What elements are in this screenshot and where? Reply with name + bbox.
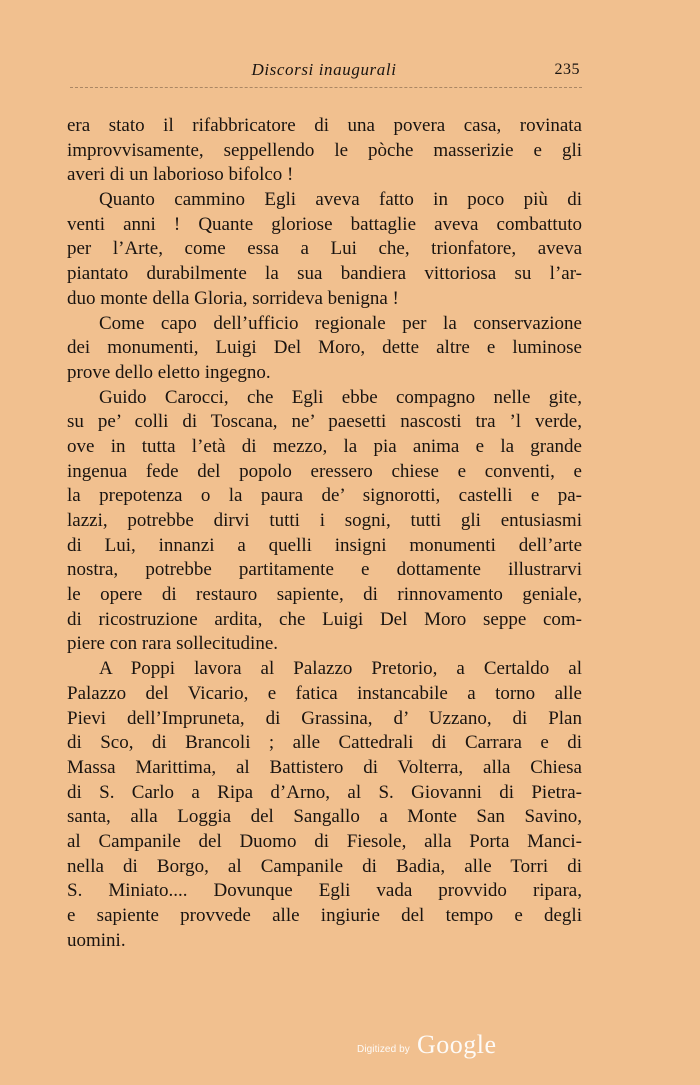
text-line: di ricostruzione ardita, che Luigi Del Moro seppe com- bbox=[67, 608, 582, 630]
running-head bbox=[66, 60, 582, 82]
text-line: Palazzo del Vicario, e fatica instancabile a torno alle bbox=[67, 682, 582, 704]
text-line: per l’Arte, come essa a Lui che, trionfatore, aveva bbox=[67, 238, 582, 260]
text-line: averi di un laborioso bifolco ! bbox=[67, 164, 294, 186]
text-line: nella di Borgo, al Campanile di Badia, alle Torri di bbox=[67, 855, 582, 877]
text-line: la prepotenza o la paura de’ signorotti, castelli e pa- bbox=[67, 485, 582, 507]
digitized-by-label: Digitized by bbox=[357, 1044, 410, 1055]
paragraph-first-line: Guido Carocci, che Egli ebbe compagno nelle gite, bbox=[99, 386, 582, 408]
text-line: improvvisamente, seppellendo le pòche masserizie e gli bbox=[67, 139, 582, 161]
google-logo: Google bbox=[417, 1030, 497, 1059]
text-line: S. Miniato.... Dovunque Egli vada provvido ripara, bbox=[67, 880, 582, 902]
text-line: al Campanile del Duomo di Fiesole, alla Porta Manci- bbox=[67, 830, 582, 852]
digitized-by-google-watermark bbox=[357, 1030, 517, 1063]
text-line: piere con rara sollecitudine. bbox=[67, 633, 279, 655]
text-line: di Lui, innanzi a quelli insigni monumenti dell’arte bbox=[67, 534, 582, 556]
text-line: e sapiente provvede alle ingiurie del tempo e degli bbox=[67, 905, 582, 926]
text-line: nostra, potrebbe partitamente e dottamente illustrarvi bbox=[67, 559, 582, 581]
page-number: 235 bbox=[554, 61, 580, 78]
text-line: ove in tutta l’età di mezzo, la pia anima e la grande bbox=[67, 435, 582, 457]
text-line: di S. Carlo a Ripa d’Arno, al S. Giovanni di Pietra- bbox=[67, 781, 582, 803]
text-line: Pievi dell’Impruneta, di Grassina, d’ Uzzano, di Plan bbox=[67, 707, 582, 729]
text-line: era stato il rifabbricatore di una povera casa, rovinata bbox=[67, 115, 582, 136]
text-line: uomini. bbox=[67, 929, 126, 951]
text-line: di Sco, di Brancoli ; alle Cattedrali di Carrara e di bbox=[67, 732, 582, 754]
text-line: piantato durabilmente la sua bandiera vittoriosa su l’ar- bbox=[67, 263, 582, 285]
text-line: venti anni ! Quante gloriose battaglie aveva combattuto bbox=[67, 213, 582, 235]
text-line: prove dello eletto ingegno. bbox=[67, 361, 271, 383]
text-line: lazzi, potrebbe dirvi tutti i sogni, tutti gli entusiasmi bbox=[67, 510, 582, 531]
text-line: le opere di restauro sapiente, di rinnovamento geniale, bbox=[67, 584, 582, 606]
paragraph-first-line: A Poppi lavora al Palazzo Pretorio, a Certaldo al bbox=[99, 658, 582, 680]
text-line: Massa Marittima, al Battistero di Volterra, alla Chiesa bbox=[67, 756, 582, 778]
text-line: su pe’ colli di Toscana, ne’ paesetti nascosti tra ’l verde, bbox=[67, 411, 582, 433]
text-line: dei monumenti, Luigi Del Moro, dette altre e luminose bbox=[67, 337, 582, 359]
text-line: ingenua fede del popolo eressero chiese e conventi, e bbox=[67, 460, 582, 482]
body-text bbox=[67, 114, 582, 953]
paragraph-first-line: Quanto cammino Egli aveva fatto in poco più di bbox=[99, 189, 582, 211]
running-title: Discorsi inaugurali bbox=[251, 60, 397, 79]
header-rule bbox=[70, 87, 582, 88]
text-line: duo monte della Gloria, sorrideva benigna ! bbox=[67, 287, 399, 309]
text-line: santa, alla Loggia del Sangallo a Monte San Savino, bbox=[67, 806, 582, 828]
paragraph-first-line: Come capo dell’ufficio regionale per la conservazione bbox=[99, 312, 582, 334]
